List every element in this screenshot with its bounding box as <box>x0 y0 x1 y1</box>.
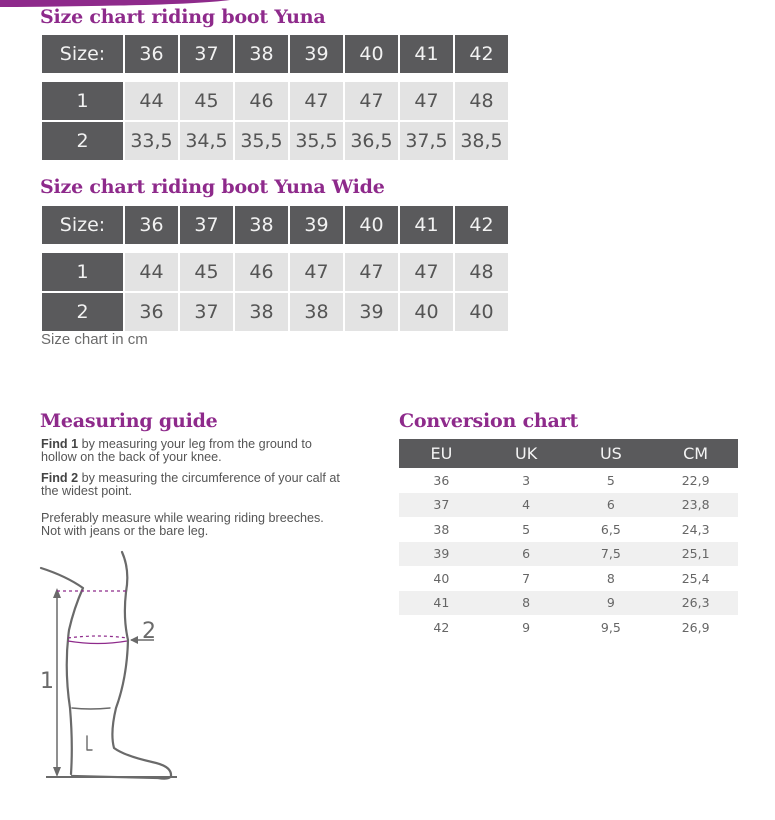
conversion-row <box>399 566 738 591</box>
conversion-row <box>399 517 738 542</box>
conversion-cell: 3 <box>522 472 531 488</box>
table-gap-row <box>41 245 509 252</box>
measurement-cell: 46 <box>234 81 289 121</box>
conversion-cell: 9,5 <box>600 619 621 635</box>
measurement-cell: 36,5 <box>344 121 399 161</box>
conversion-cell: 8 <box>606 570 615 586</box>
measurement-cell: 44 <box>124 252 179 292</box>
conversion-cell: 26,9 <box>681 619 710 635</box>
conversion-row <box>399 468 738 493</box>
conversion-cell: 22,9 <box>681 472 710 488</box>
conversion-cell: 9 <box>569 591 654 616</box>
measurement-cell: 33,5 <box>124 121 179 161</box>
conversion-cell: 9 <box>522 619 531 635</box>
leg-measurement-diagram <box>30 548 190 788</box>
size-header-cell: 36 <box>124 205 179 245</box>
measurement-cell: 44 <box>124 81 179 121</box>
conversion-header-uk: UK <box>484 439 569 468</box>
measurement-row-label: 1 <box>41 252 124 292</box>
conversion-cell: 39 <box>399 542 484 567</box>
conversion-cell: 5 <box>606 472 615 488</box>
measuring-guide-title: Measuring guide <box>40 410 218 432</box>
measurement-cell: 45 <box>179 252 234 292</box>
conversion-cell: 24,3 <box>681 521 710 537</box>
measurement-cell: 47 <box>399 252 454 292</box>
size-header-cell: 37 <box>179 34 234 74</box>
conversion-cell: 40 <box>433 570 450 586</box>
conversion-row <box>399 542 738 567</box>
size-chart-yuna-title: Size chart riding boot Yuna <box>40 6 326 28</box>
measurement-cell: 47 <box>289 81 344 121</box>
size-header-row <box>41 34 509 74</box>
table-gap-cell <box>41 74 509 81</box>
conversion-header-row <box>399 439 738 468</box>
measurement-cell: 38 <box>234 292 289 332</box>
conversion-cell: 4 <box>484 493 569 518</box>
measurement-cell: 48 <box>454 81 509 121</box>
size-header-cell: 39 <box>289 205 344 245</box>
measurement-row-1 <box>41 252 509 292</box>
conversion-row <box>399 493 738 518</box>
size-header-cell: 38 <box>234 205 289 245</box>
conversion-cell: 26,3 <box>653 591 738 616</box>
diagram-label-2: 2 <box>142 619 156 644</box>
diagram-label-1: 1 <box>40 669 54 694</box>
measurement-cell: 48 <box>454 252 509 292</box>
size-chart-yuna-table <box>40 33 510 162</box>
conversion-cell: 37 <box>399 493 484 518</box>
size-header-row <box>41 205 509 245</box>
conversion-cell: 5 <box>522 521 531 537</box>
conversion-cell: 36 <box>433 472 450 488</box>
conversion-cell: 23,8 <box>653 493 738 518</box>
measurement-cell: 34,5 <box>179 121 234 161</box>
measurement-cell: 37 <box>179 292 234 332</box>
calf-circumference-line <box>68 641 127 644</box>
measurement-row-label: 2 <box>41 292 124 332</box>
find2-label: Find 2 <box>41 471 79 485</box>
measurement-row-label: 2 <box>41 121 124 161</box>
size-header-label: Size: <box>41 34 124 74</box>
conversion-chart-title: Conversion chart <box>399 410 579 432</box>
size-header-cell: 42 <box>454 34 509 74</box>
find1-text: by measuring your leg from the ground to hollow on the back of your knee. <box>41 437 312 464</box>
size-header-cell: 42 <box>454 205 509 245</box>
conversion-header-us: US <box>569 439 654 468</box>
size-header-cell: 41 <box>399 205 454 245</box>
measurement-cell: 38 <box>289 292 344 332</box>
measurement-cell: 39 <box>344 292 399 332</box>
conversion-cell: 6,5 <box>600 521 621 537</box>
measurement-cell: 47 <box>344 252 399 292</box>
measuring-guide-find2 <box>41 472 341 497</box>
conversion-cell: 38 <box>433 521 450 537</box>
conversion-row <box>399 591 738 616</box>
conversion-header-eu: EU <box>399 439 484 468</box>
measurement-cell: 46 <box>234 252 289 292</box>
find2-text: by measuring the circumference of your calf at the widest point. <box>41 471 340 498</box>
size-chart-unit-note: Size chart in cm <box>41 331 148 348</box>
measurement-cell: 38,5 <box>454 121 509 161</box>
find1-label: Find 1 <box>41 437 79 451</box>
measurement-cell: 35,5 <box>234 121 289 161</box>
size-header-cell: 37 <box>179 205 234 245</box>
size-header-cell: 40 <box>344 34 399 74</box>
measurement-cell: 47 <box>289 252 344 292</box>
measurement-cell: 47 <box>344 81 399 121</box>
size-chart-yuna-wide-title: Size chart riding boot Yuna Wide <box>40 176 385 198</box>
conversion-row <box>399 615 738 640</box>
measuring-guide-find1 <box>41 438 341 463</box>
heel-mark <box>87 736 92 750</box>
conversion-cell: 42 <box>433 619 450 635</box>
measurement-row-label: 1 <box>41 81 124 121</box>
sock-line <box>72 708 110 709</box>
size-header-cell: 40 <box>344 205 399 245</box>
measurement-cell: 40 <box>399 292 454 332</box>
measurement-cell: 40 <box>454 292 509 332</box>
measuring-guide-note: Preferably measure while wearing riding breeches. Not with jeans or the bare leg. <box>41 511 324 538</box>
conversion-cell: 6 <box>569 493 654 518</box>
size-chart-yuna-wide-table <box>40 204 510 333</box>
measurement-cell: 35,5 <box>289 121 344 161</box>
size-header-cell: 38 <box>234 34 289 74</box>
conversion-cell: 7 <box>522 570 531 586</box>
measurement-cell: 45 <box>179 81 234 121</box>
table-gap-cell <box>41 245 509 252</box>
conversion-chart-table <box>399 439 738 640</box>
size-header-label: Size: <box>41 205 124 245</box>
measurement-cell: 37,5 <box>399 121 454 161</box>
conversion-cell: 25,4 <box>681 570 710 586</box>
conversion-header-cm: CM <box>653 439 738 468</box>
measurement-cell: 47 <box>399 81 454 121</box>
conversion-cell: 41 <box>399 591 484 616</box>
measurement-row-2 <box>41 121 509 161</box>
conversion-cell: 8 <box>484 591 569 616</box>
measurement-row-2 <box>41 292 509 332</box>
size-header-cell: 36 <box>124 34 179 74</box>
size-header-cell: 41 <box>399 34 454 74</box>
conversion-cell: 7,5 <box>569 542 654 567</box>
conversion-cell: 25,1 <box>653 542 738 567</box>
measurement-row-1 <box>41 81 509 121</box>
measurement-cell: 36 <box>124 292 179 332</box>
conversion-cell: 6 <box>484 542 569 567</box>
size-header-cell: 39 <box>289 34 344 74</box>
calf-circumference-dashed-line <box>68 636 127 638</box>
table-gap-row <box>41 74 509 81</box>
